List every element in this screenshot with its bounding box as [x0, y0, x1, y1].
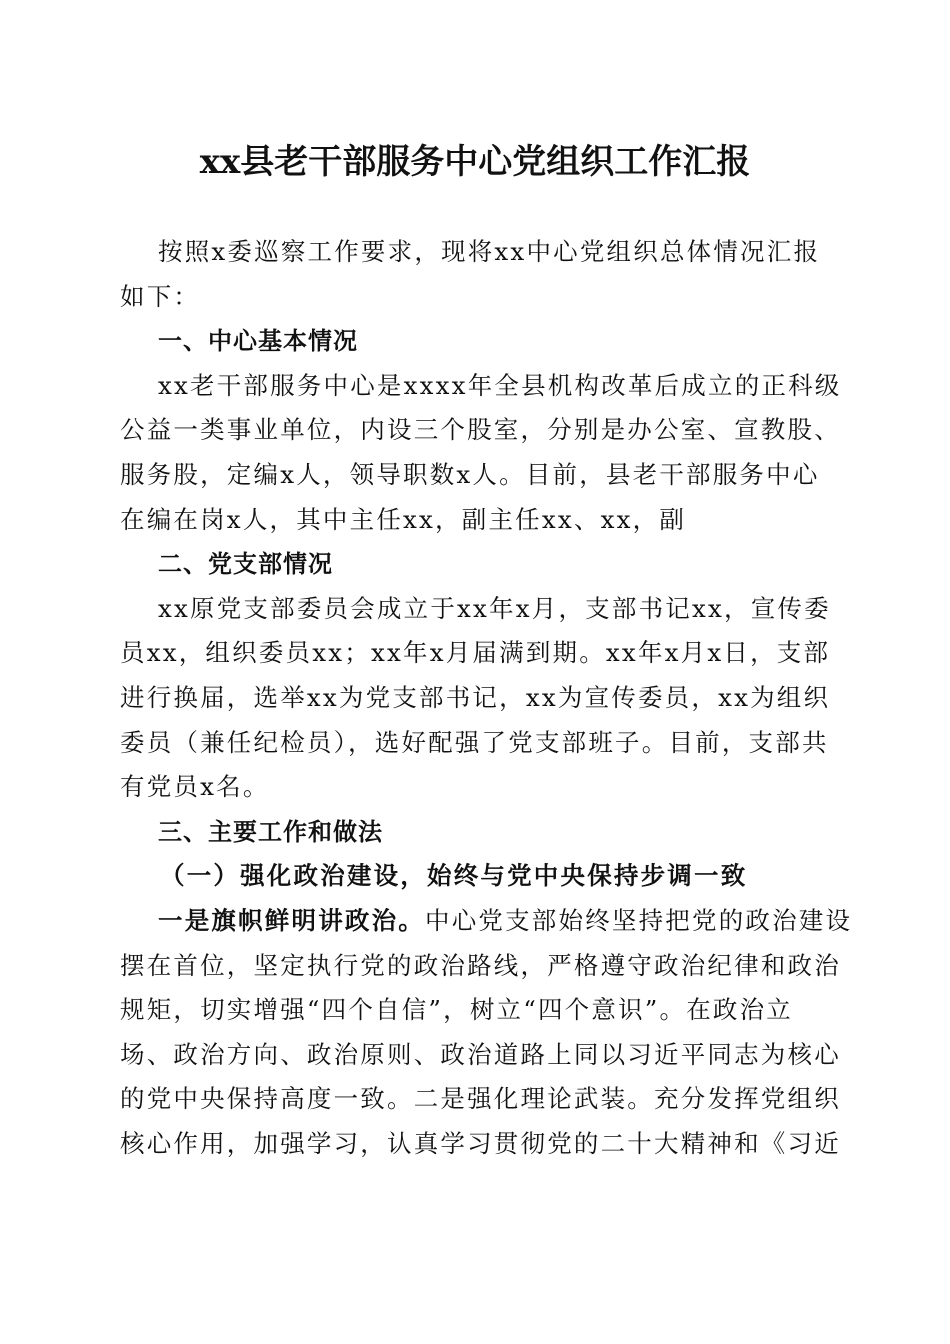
section-3-line: 规矩，切实增强“四个自信”，树立“四个意识”。在政治立 [120, 995, 793, 1025]
document-title: xx县老干部服务中心党组织工作汇报 [199, 142, 751, 182]
section-1-heading: 一、中心基本情况 [158, 327, 358, 356]
section-3-line: 场、政治方向、政治原则、政治道路上同以习近平同志为核心 [120, 1039, 841, 1069]
section-3-line: 核心作用，加强学习，认真学习贯彻党的二十大精神和《习近 [120, 1128, 841, 1158]
section-3-line: 摆在首位，坚定执行党的政治路线，严格遵守政治纪律和政治 [120, 950, 841, 980]
section-1-line: 公益一类事业单位，内设三个股室，分别是办公室、宣教股、 [120, 415, 841, 445]
section-3-heading: 三、主要工作和做法 [158, 817, 383, 846]
section-3-subheading: （一）强化政治建设，始终与党中央保持步调一致 [160, 861, 748, 891]
section-2-line: 进行换届，选举xx为党支部书记，xx为宣传委员，xx为组织 [120, 682, 831, 712]
section-1-line: 服务股，定编x人，领导职数x人。目前，县老干部服务中心 [120, 459, 820, 489]
section-2-line: xx原党支部委员会成立于xx年x月，支部书记xx，宣传委 [158, 593, 831, 623]
document-body [120, 230, 853, 1166]
section-3-first-line [120, 899, 853, 944]
section-2-line: 员xx，组织委员xx；xx年x月届满到期。xx年x月x日，支部 [120, 638, 831, 668]
section-2-line: 有党员x名。 [120, 772, 270, 802]
section-1-line: 在编在岗x人，其中主任xx，副主任xx、xx，副 [120, 504, 687, 534]
section-3-lead-phrase: 一是旗帜鲜明讲政治。 [158, 905, 425, 935]
intro-line-2: 如下： [120, 281, 201, 311]
section-1-line: xx老干部服务中心是xxxx年全县机构改革后成立的正科级 [158, 370, 842, 400]
section-3-line: 的党中央保持高度一致。二是强化理论武装。充分发挥党组织 [120, 1084, 841, 1114]
section-2-line: 委员（兼任纪检员），选好配强了党支部班子。目前，支部共 [120, 727, 829, 757]
intro-line-1: 按照x委巡察工作要求，现将xx中心党组织总体情况汇报 [158, 237, 821, 266]
section-3-first-line-rest: 中心党支部始终坚持把党的政治建设 [425, 905, 853, 935]
section-2-heading: 二、党支部情况 [158, 550, 333, 579]
